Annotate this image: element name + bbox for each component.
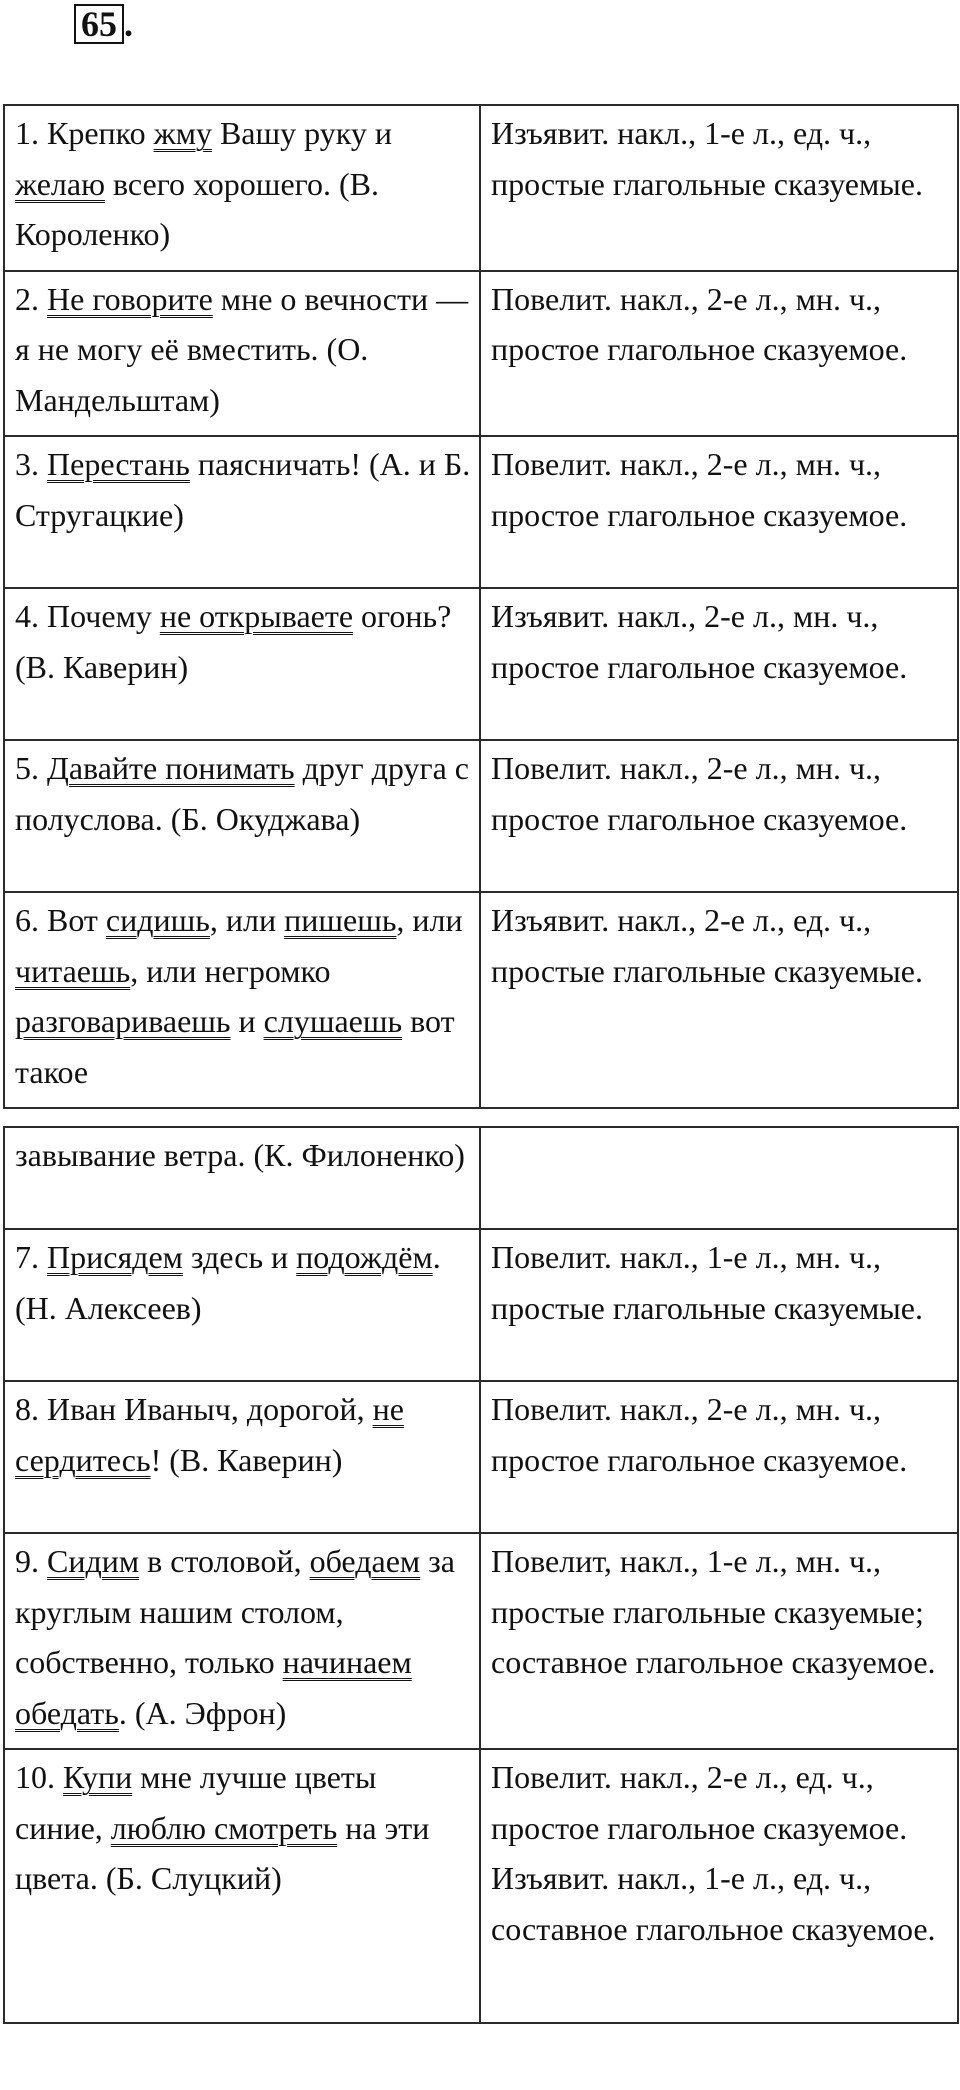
- sentence-text: мне о вечности — я не могу её вместить. (О. Мандельштам): [15, 280, 469, 418]
- sentence-cell: [4, 1229, 480, 1381]
- predicate-underlined: Купи: [63, 1759, 133, 1795]
- analysis-text-extra: Изъявит. накл., 1-е л., ед. ч., составное глагольное сказуемое.: [491, 1860, 936, 1947]
- sentence-cell: [4, 1381, 480, 1533]
- sentence-text: 5.: [15, 750, 47, 786]
- sentence-text: огонь? (В. Каверин): [15, 598, 452, 685]
- table-row: [4, 436, 958, 588]
- analysis-cell: [480, 1127, 958, 1229]
- table-row: [4, 892, 958, 1108]
- table-row: [4, 1533, 958, 1749]
- analysis-text: Повелит. накл., 2-е л., мн. ч., простое глагольное сказуемое.: [491, 446, 908, 533]
- table-row: [4, 1749, 958, 2023]
- analysis-text: Повелит. накл., 2-е л., мн. ч., простое глагольное сказуемое.: [491, 280, 908, 367]
- predicate-underlined: начинаем обедать: [15, 1644, 412, 1731]
- table-row: [4, 1381, 958, 1533]
- sentence-cell: [4, 588, 480, 740]
- sentence-text: и: [230, 1003, 264, 1039]
- sentence-text: Вашу руку и: [211, 115, 392, 151]
- predicate-underlined: слушаешь: [263, 1003, 403, 1039]
- table-row: [4, 1229, 958, 1381]
- sentence-cell: [4, 892, 480, 1108]
- sentence-text: , или негромко: [130, 952, 331, 989]
- sentence-text: 9.: [15, 1543, 47, 1579]
- analysis-cell: [480, 892, 958, 1108]
- sentence-text: . (Н. Алексеев): [15, 1239, 441, 1326]
- analysis-cell: [480, 1229, 958, 1381]
- predicate-underlined: желаю: [15, 165, 105, 202]
- sentence-text: за круглым нашим столом, собственно, только: [15, 1543, 455, 1680]
- sentence-cell: [4, 436, 480, 588]
- analysis-cell: [480, 271, 958, 437]
- sentence-text: вот такое: [15, 1003, 455, 1090]
- table-row: [4, 105, 958, 271]
- analysis-text: Изъявит. накл., 2-е л., мн. ч., простое глагольное сказуемое.: [491, 598, 908, 685]
- exercise-number-box: 65: [74, 4, 124, 44]
- analysis-cell: [480, 740, 958, 892]
- sentence-text: 8. Иван Иваныч, дорогой,: [15, 1391, 373, 1427]
- analysis-cell: [480, 105, 958, 271]
- table-row: [4, 588, 958, 740]
- exercise-number: [74, 4, 133, 44]
- sentence-text: на эти цвета. (Б. Слуцкий): [15, 1809, 430, 1896]
- sentence-text: друг друга с полуслова. (Б. Окуджава): [15, 750, 469, 837]
- sentence-cell: [4, 271, 480, 437]
- analysis-text: Изъявит. накл., 1-е л., ед. ч., простые глагольные сказуемые.: [491, 115, 923, 202]
- predicate-underlined: не открываете: [159, 598, 354, 634]
- predicate-underlined: Присядем: [47, 1239, 183, 1275]
- sentence-text: 7.: [15, 1239, 47, 1275]
- predicate-underlined: люблю смотреть: [110, 1809, 338, 1846]
- analysis-text: Повелит. накл., 2-е л., мн. ч., простое глагольное сказуемое.: [491, 1391, 908, 1478]
- sentence-text: 6. Вот: [15, 902, 106, 938]
- sentence-text: завывание ветра. (К. Филоненко): [15, 1137, 465, 1173]
- analysis-cell: [480, 588, 958, 740]
- analysis-text: Повелит. накл., 2-е л., ед. ч., простое глагольное сказуемое.: [491, 1759, 908, 1846]
- sentence-text: мне лучше цветы синие,: [15, 1759, 377, 1846]
- sentence-text: . (А. Эфрон): [118, 1694, 287, 1731]
- predicate-underlined: не сердитесь: [15, 1391, 404, 1478]
- predicate-underlined: жму: [153, 115, 212, 151]
- analysis-text: Повелит, накл., 1-е л., мн. ч., простые глагольные сказуемые; составное глагольное сказуемое.: [491, 1543, 936, 1680]
- sentence-cell: [4, 1127, 480, 1229]
- sentence-text: 2.: [15, 280, 47, 317]
- sentence-text: в столовой,: [139, 1543, 310, 1579]
- sentence-cell: [4, 1749, 480, 2023]
- sentence-text: , или: [209, 902, 285, 938]
- predicate-underlined: Сидим: [47, 1543, 140, 1579]
- answer-table: [3, 104, 959, 1109]
- sentence-text: всего хорошего. (В. Короленко): [15, 165, 379, 252]
- sentence-cell: [4, 1533, 480, 1749]
- exercise-number-period: .: [124, 4, 133, 44]
- sentence-text: 3.: [15, 446, 47, 482]
- table-row: [4, 271, 958, 437]
- analysis-text: Повелит. накл., 1-е л., мн. ч., простые глагольные сказуемые.: [491, 1239, 923, 1326]
- predicate-underlined: Давайте понимать: [47, 750, 295, 786]
- sentence-text: здесь и: [182, 1239, 297, 1275]
- table-row: [4, 1127, 958, 1229]
- predicate-underlined: обедаем: [309, 1543, 421, 1579]
- analysis-cell: [480, 1533, 958, 1749]
- analysis-text: Изъявит. накл., 2-е л., ед. ч., простые глагольные сказуемые.: [491, 902, 923, 989]
- sentence-cell: [4, 105, 480, 271]
- sentence-text: паясничать! (А. и Б. Стругацкие): [15, 446, 471, 533]
- predicate-underlined: разговариваешь: [15, 1003, 231, 1039]
- analysis-cell: [480, 436, 958, 588]
- analysis-text: Повелит. накл., 2-е л., мн. ч., простое глагольное сказуемое.: [491, 750, 908, 837]
- sentence-text: 10.: [15, 1759, 63, 1795]
- sentence-text: 1. Крепко: [15, 115, 154, 151]
- predicate-underlined: читаешь: [15, 952, 131, 989]
- answer-table-continued: [3, 1126, 959, 2024]
- sentence-cell: [4, 740, 480, 892]
- predicate-underlined: Не говорите: [47, 280, 213, 317]
- sentence-text: ! (В. Каверин): [150, 1441, 343, 1478]
- predicate-underlined: Перестань: [47, 446, 190, 482]
- analysis-cell: [480, 1749, 958, 2023]
- predicate-underlined: подождём: [296, 1239, 433, 1275]
- answer-table-body: [4, 105, 958, 1108]
- predicate-underlined: сидишь: [105, 902, 210, 938]
- sentence-text: 4. Почему: [15, 598, 160, 634]
- analysis-cell: [480, 1381, 958, 1533]
- sentence-text: , или: [396, 902, 463, 938]
- predicate-underlined: пишешь: [284, 902, 397, 938]
- table-row: [4, 740, 958, 892]
- answer-table-continued-body: [4, 1127, 958, 2023]
